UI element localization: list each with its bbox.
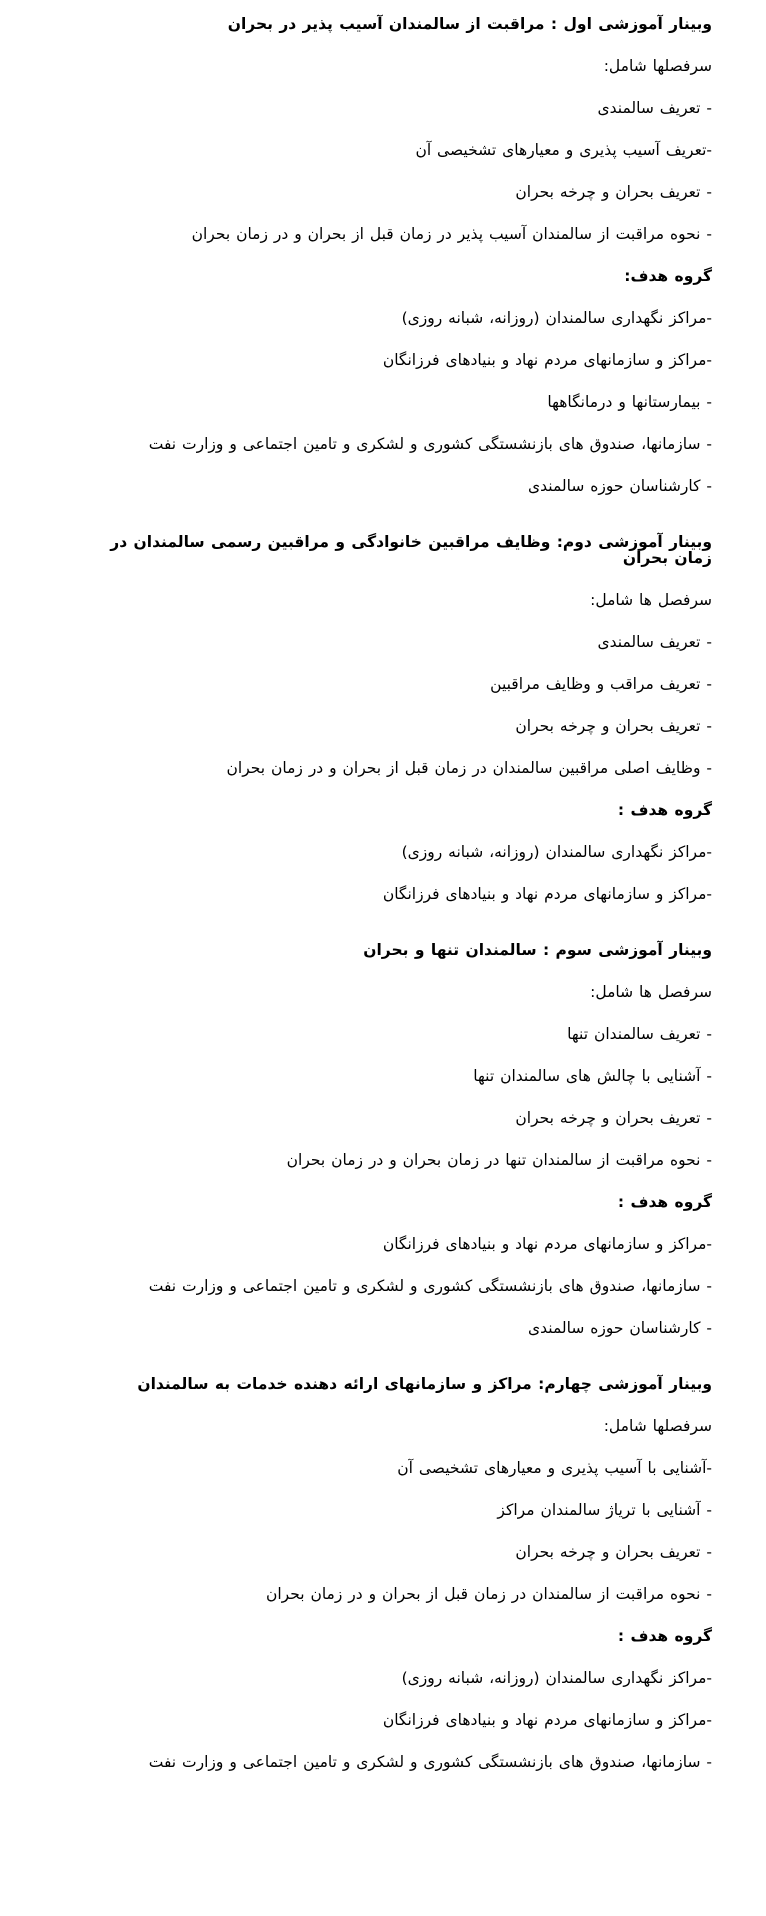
webinar-3-topics-heading: سرفصل ها شامل: [590, 983, 712, 1001]
webinar-2-topics-heading: سرفصل ها شامل: [590, 591, 712, 609]
webinar-4-title: وبینار آموزشی چهارم: مراکز و سازمانهای ارائه دهنده خدمات به سالمندان [137, 1375, 712, 1393]
webinar-section-3 [96, 942, 712, 1336]
webinar-1-topic-item: -تعریف آسیب پذیری و معیارهای تشخیصی آن [415, 141, 712, 159]
webinar-3-title: وبینار آموزشی سوم : سالمندان تنها و بحران [363, 941, 712, 959]
webinar-4-topic-item: - آشنایی با تریاژ سالمندان مراکز [497, 1501, 712, 1519]
webinar-4-target-heading: گروه هدف : [617, 1627, 712, 1645]
webinar-4-topics-heading: سرفصلها شامل: [603, 1417, 712, 1435]
webinar-2-topic-item: - تعریف سالمندی [597, 633, 712, 651]
webinar-2-title: وبینار آموزشی دوم: وظایف مراقبین خانوادگی و مراقبین رسمی سالمندان در زمان بحران [110, 533, 712, 567]
webinar-section-4 [96, 1376, 712, 1770]
webinar-1-title: وبینار آموزشی اول : مراقبت از سالمندان آسیب پذیر در بحران [227, 15, 712, 33]
webinar-1-target-item: -مراکز نگهداری سالمندان (روزانه، شبانه روزی) [401, 309, 712, 327]
webinar-2-target-item: -مراکز نگهداری سالمندان (روزانه، شبانه روزی) [401, 843, 712, 861]
webinar-1-target-item: - سازمانها، صندوق های بازنشستگی کشوری و لشکری و تامین اجتماعی و وزارت نفت [148, 435, 712, 453]
webinar-3-topic-item: - آشنایی با چالش های سالمندان تنها [473, 1067, 712, 1085]
webinar-1-topic-item: - تعریف بحران و چرخه بحران [515, 183, 712, 201]
webinar-3-topic-item: - نحوه مراقبت از سالمندان تنها در زمان بحران و در زمان بحران [286, 1151, 712, 1169]
webinar-2-target-item: -مراکز و سازمانهای مردم نهاد و بنیادهای فرزانگان [382, 885, 712, 903]
webinar-1-target-item: -مراکز و سازمانهای مردم نهاد و بنیادهای فرزانگان [382, 351, 712, 369]
webinar-4-target-item: - سازمانها، صندوق های بازنشستگی کشوری و لشکری و تامین اجتماعی و وزارت نفت [148, 1753, 712, 1771]
webinar-4-target-item: -مراکز و سازمانهای مردم نهاد و بنیادهای فرزانگان [382, 1711, 712, 1729]
webinar-1-topic-item: - تعریف سالمندی [597, 99, 712, 117]
webinar-4-topic-item: - نحوه مراقبت از سالمندان در زمان قبل از بحران و در زمان بحران [265, 1585, 712, 1603]
webinar-1-target-item: - کارشناسان حوزه سالمندی [528, 477, 712, 495]
webinar-2-topic-item: - تعریف بحران و چرخه بحران [515, 717, 712, 735]
webinar-3-topic-item: - تعریف سالمندان تنها [567, 1025, 712, 1043]
webinar-3-target-item: - سازمانها، صندوق های بازنشستگی کشوری و لشکری و تامین اجتماعی و وزارت نفت [148, 1277, 712, 1295]
webinar-4-topic-item: - تعریف بحران و چرخه بحران [515, 1543, 712, 1561]
webinar-1-topics-heading: سرفصلها شامل: [603, 57, 712, 75]
webinar-2-topic-item: - تعریف مراقب و وظایف مراقبین [490, 675, 712, 693]
webinar-1-target-item: - بیمارستانها و درمانگاهها [547, 393, 712, 411]
webinar-4-target-item: -مراکز نگهداری سالمندان (روزانه، شبانه روزی) [401, 1669, 712, 1687]
webinar-3-target-item: - کارشناسان حوزه سالمندی [528, 1319, 712, 1337]
webinar-3-target-heading: گروه هدف : [617, 1193, 712, 1211]
webinar-2-target-heading: گروه هدف : [617, 801, 712, 819]
webinar-3-target-item: -مراکز و سازمانهای مردم نهاد و بنیادهای فرزانگان [382, 1235, 712, 1253]
webinar-4-topic-item: -آشنایی با آسیب پذیری و معیارهای تشخیصی آن [397, 1459, 712, 1477]
webinar-section-1 [96, 16, 712, 494]
webinar-2-topic-item: - وظایف اصلی مراقبین سالمندان در زمان قبل از بحران و در زمان بحران [226, 759, 712, 777]
webinar-3-topic-item: - تعریف بحران و چرخه بحران [515, 1109, 712, 1127]
webinar-1-topic-item: - نحوه مراقبت از سالمندان آسیب پذیر در زمان قبل از بحران و در زمان بحران [191, 225, 712, 243]
webinar-section-2 [96, 534, 712, 902]
webinar-1-target-heading: گروه هدف: [624, 267, 712, 285]
